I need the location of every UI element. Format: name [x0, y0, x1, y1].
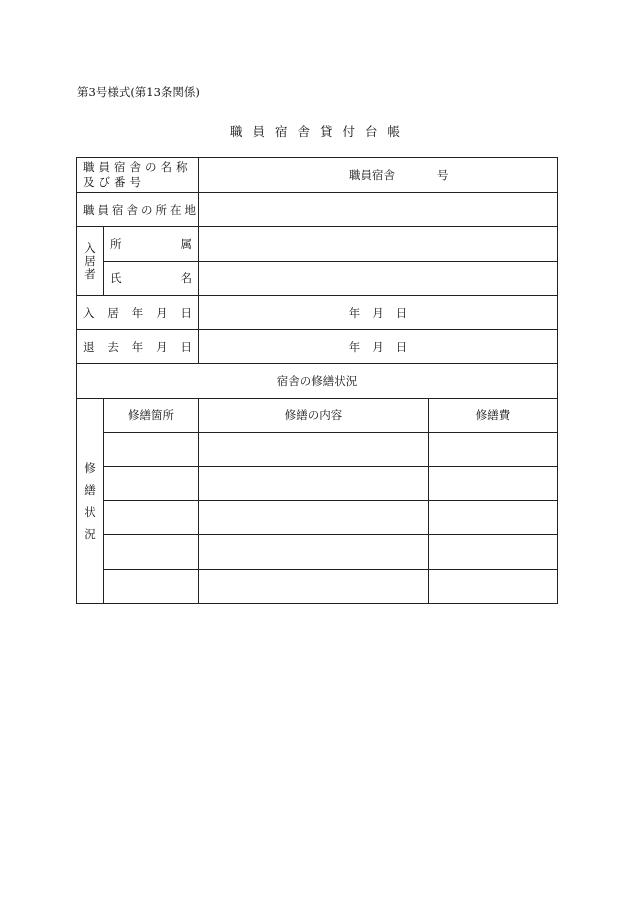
resident-name-row: [77, 261, 558, 295]
repair-location-header: 修繕箇所: [104, 398, 199, 432]
repair-content-header: 修繕の内容: [199, 398, 429, 432]
repair-location-cell[interactable]: [104, 466, 199, 500]
repair-row: [77, 466, 558, 500]
move-in-date-label: 入 居 年 月 日: [77, 295, 199, 329]
repair-cost-cell[interactable]: [429, 569, 558, 603]
repair-content-cell[interactable]: [199, 569, 429, 603]
dormitory-name-label-line1: 職員宿舎の名称: [83, 160, 192, 175]
dormitory-location-label: 職員宿舎の所在地: [77, 193, 199, 227]
document-title: 職員宿舎貸付台帳: [229, 124, 410, 139]
dormitory-name-label: [77, 158, 199, 193]
repair-location-cell[interactable]: [104, 569, 199, 603]
repair-location-cell[interactable]: [104, 432, 199, 466]
repair-content-cell[interactable]: [199, 466, 429, 500]
dormitory-location-row: [77, 193, 558, 227]
repair-location-cell[interactable]: [104, 501, 199, 535]
repair-section-title: 宿舎の修繕状況: [77, 364, 558, 398]
repair-header-row: [77, 398, 558, 432]
affiliation-row: [77, 227, 558, 261]
dormitory-name-row: [77, 158, 558, 193]
repair-content-cell[interactable]: [199, 432, 429, 466]
dormitory-ledger-table: [76, 157, 558, 604]
repair-cost-cell[interactable]: [429, 501, 558, 535]
move-out-date-field[interactable]: 年 月 日: [199, 330, 558, 364]
repair-content-cell[interactable]: [199, 501, 429, 535]
move-in-date-row: [77, 295, 558, 329]
repair-section-title-row: [77, 364, 558, 398]
repair-location-cell[interactable]: [104, 535, 199, 569]
move-out-date-label: 退 去 年 月 日: [77, 330, 199, 364]
repair-cost-cell[interactable]: [429, 432, 558, 466]
repair-content-cell[interactable]: [199, 535, 429, 569]
resident-group-label: 入 居 者: [77, 227, 104, 295]
move-out-date-row: [77, 330, 558, 364]
repair-cost-header: 修繕費: [429, 398, 558, 432]
dormitory-name-label-line2: 及び番号: [83, 175, 145, 190]
move-in-date-field[interactable]: 年 月 日: [199, 295, 558, 329]
resident-name-label: 氏 名: [104, 261, 199, 295]
repair-cost-cell[interactable]: [429, 535, 558, 569]
dormitory-location-field[interactable]: [199, 193, 558, 227]
repair-row: [77, 535, 558, 569]
repair-row: [77, 432, 558, 466]
dormitory-number-text: 職員宿舎 号: [349, 168, 449, 183]
form-number: 第3号様式(第13条関係): [77, 85, 200, 99]
affiliation-field[interactable]: [199, 227, 558, 261]
affiliation-label: 所 属: [104, 227, 199, 261]
repair-side-label: 修 繕 状 況: [77, 398, 104, 603]
repair-row: [77, 501, 558, 535]
repair-cost-cell[interactable]: [429, 466, 558, 500]
dormitory-name-field[interactable]: [199, 158, 558, 193]
repair-row: [77, 569, 558, 603]
resident-name-field[interactable]: [199, 261, 558, 295]
